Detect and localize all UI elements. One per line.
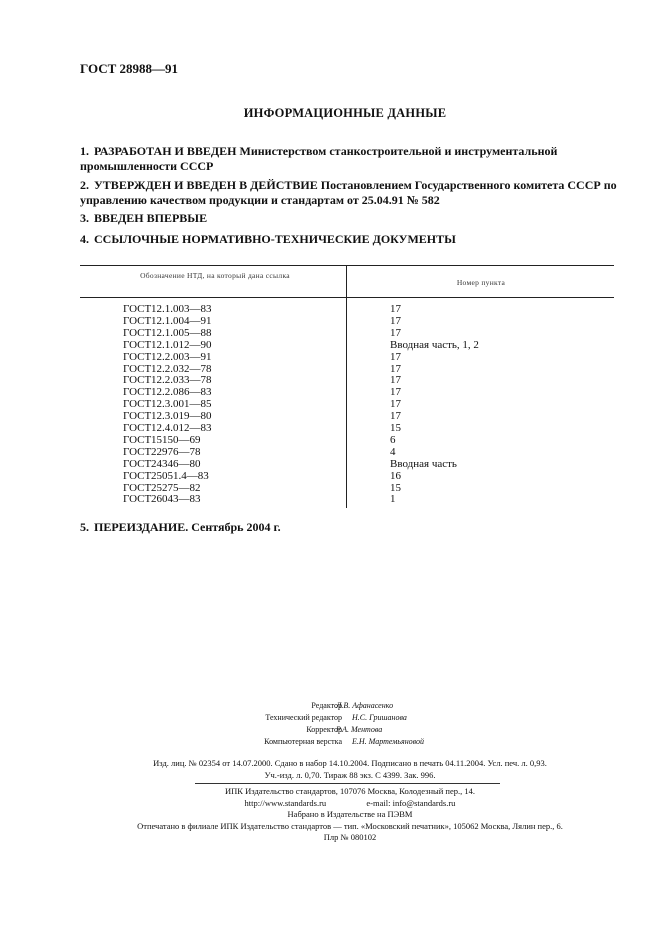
- designation-number: 12.1.012—90: [151, 338, 212, 351]
- designation-prefix: ГОСТ: [123, 398, 152, 411]
- designation-prefix: ГОСТ: [123, 410, 152, 423]
- table-row-clause: 17: [390, 374, 401, 387]
- info-item-5: [80, 520, 620, 535]
- table-row-designation: [123, 410, 212, 422]
- designation-number: 12.1.003—83: [151, 303, 212, 315]
- credit-name: Н.С. Гришанова: [352, 713, 407, 722]
- designation-prefix: ГОСТ: [123, 457, 152, 470]
- imprint-typeset: Набрано в Издательстве на ПЭВМ: [287, 809, 413, 819]
- table-row-designation: [123, 458, 201, 470]
- imprint-email[interactable]: e-mail: info@standards.ru: [366, 797, 456, 808]
- info-item-1: [80, 144, 620, 174]
- designation-number: 12.1.005—88: [151, 326, 212, 339]
- info-item-3: [80, 211, 620, 226]
- designation-number: 12.2.003—91: [151, 350, 212, 363]
- table-row-clause: 17: [390, 314, 401, 327]
- designation-prefix: ГОСТ: [123, 303, 152, 315]
- table-header-rule: [80, 297, 614, 298]
- table-row-clause: Вводная часть, 1, 2: [390, 338, 479, 351]
- item-number: 3.: [80, 211, 89, 225]
- imprint-contacts: [80, 798, 620, 810]
- table-row-clause: 4: [390, 445, 396, 458]
- designation-number: 25275—82: [151, 481, 201, 494]
- table-header-clause: Номер пункта: [456, 278, 506, 287]
- item-number: 1.: [80, 144, 89, 158]
- credit-role: Редактор: [311, 701, 342, 710]
- designation-prefix: ГОСТ: [123, 374, 152, 387]
- table-row-designation: [123, 493, 201, 505]
- document-code: ГОСТ 28988—91: [80, 61, 179, 76]
- designation-prefix: ГОСТ: [123, 493, 152, 506]
- credit-role: Корректор: [306, 725, 342, 734]
- info-item-2: [80, 178, 620, 208]
- designation-prefix: ГОСТ: [123, 445, 152, 458]
- designation-prefix: ГОСТ: [123, 433, 152, 446]
- designation-number: 12.3.001—85: [151, 398, 212, 411]
- table-row-designation: [123, 434, 201, 446]
- item-lead: РАЗРАБОТАН И ВВЕДЕН: [94, 144, 237, 158]
- table-row-clause: 15: [390, 422, 401, 434]
- designation-number: 26043—83: [151, 493, 201, 506]
- credit-role: Компьютерная верстка: [264, 737, 342, 746]
- designation-number: 12.4.012—83: [151, 422, 212, 434]
- imprint-divider: [195, 783, 500, 784]
- designation-number: 24346—80: [151, 457, 201, 470]
- credit-name: Л.В. Афанасенко: [336, 701, 394, 710]
- table-row-clause: 1: [390, 493, 396, 506]
- imprint-address: ИПК Издательство стандартов, 107076 Москва, Колодезный пер., 14.: [225, 786, 475, 796]
- designation-number: 25051.4—83: [151, 469, 209, 482]
- table-row-clause: 17: [390, 326, 401, 339]
- table-top-rule: [80, 265, 614, 266]
- table-row-designation: [123, 470, 209, 482]
- designation-prefix: ГОСТ: [123, 469, 152, 482]
- designation-number: 12.3.019—80: [151, 410, 212, 423]
- credits-names: [336, 700, 425, 748]
- print-info-line: Изд. лиц. № 02354 от 14.07.2000. Сдано в набор 14.10.2004. Подписано в печать 04.11.2004. Усл. печ. л. 0,93.: [153, 758, 547, 768]
- designation-number: 12.2.086—83: [151, 386, 212, 399]
- imprint-license: Плр № 080102: [323, 832, 377, 842]
- table-row-clause: 17: [390, 398, 401, 411]
- item-lead: УТВЕРЖДЕН И ВВЕДЕН В ДЕЙСТВИЕ: [94, 178, 318, 192]
- credits-roles: [0, 700, 342, 748]
- table-row-designation: [123, 398, 212, 410]
- designation-prefix: ГОСТ: [123, 350, 152, 363]
- table-row-designation: [123, 303, 212, 315]
- designation-prefix: ГОСТ: [123, 386, 152, 399]
- designation-number: 15150—69: [151, 433, 201, 446]
- print-info-line: Уч.-изд. л. 0,70. Тираж 88 экз. С 4399. Зак. 996.: [264, 770, 436, 780]
- item-number: 5.: [80, 520, 89, 534]
- table-row-designation: [123, 482, 201, 494]
- info-item-4: [80, 232, 620, 247]
- item-text: Постановлением Государственного комитета СССР по управлению качеством продукции и стандартам от 25.04.91 № 582: [80, 178, 617, 207]
- designation-number: 12.2.033—78: [151, 374, 212, 387]
- table-row-designation: [123, 386, 212, 398]
- designation-prefix: ГОСТ: [123, 314, 152, 327]
- table-row-designation: [123, 327, 212, 339]
- table-row-clause: 17: [390, 362, 401, 375]
- table-column-divider: [346, 265, 347, 508]
- designation-prefix: ГОСТ: [123, 326, 152, 339]
- imprint-printer: Отпечатано в филиале ИПК Издательство стандартов — тип. «Московский печатник», 105062 Москва, Лялин пер., 6.: [137, 820, 563, 831]
- table-row-clause: 17: [390, 350, 401, 363]
- table-row-designation: [123, 374, 212, 386]
- credit-role: Технический редактор: [265, 713, 342, 722]
- table-row-designation: [123, 315, 212, 327]
- credit-name: Р.А. Ментова: [336, 725, 383, 734]
- table-row-clause: 6: [390, 433, 396, 446]
- table-row-designation: [123, 339, 212, 351]
- table-row-designation: [123, 351, 212, 363]
- table-row-clause: 17: [390, 410, 401, 423]
- table-row-designation: [123, 446, 201, 458]
- item-number: 2.: [80, 178, 89, 192]
- designation-prefix: ГОСТ: [123, 481, 152, 494]
- table-row-clause: 17: [390, 386, 401, 399]
- print-info: [105, 757, 595, 781]
- item-text: Сентябрь 2004 г.: [188, 520, 281, 534]
- designation-prefix: ГОСТ: [123, 422, 152, 434]
- table-row-designation: [123, 422, 212, 434]
- table-row-clause: 16: [390, 469, 401, 482]
- credit-name: Е.Н. Мартемьяновой: [352, 737, 425, 746]
- table-row-designation: [123, 363, 212, 375]
- table-row-clause: Вводная часть: [390, 457, 457, 470]
- publisher-imprint: [80, 786, 620, 844]
- table-row-clause: 15: [390, 481, 401, 494]
- item-lead: ПЕРЕИЗДАНИЕ.: [94, 520, 189, 534]
- item-lead: ССЫЛОЧНЫЕ НОРМАТИВНО-ТЕХНИЧЕСКИЕ ДОКУМЕНТЫ: [94, 232, 456, 246]
- item-number: 4.: [80, 232, 89, 246]
- item-text: Министерством станкостроительной и инструментальной промышленности СССР: [80, 144, 558, 173]
- designation-prefix: ГОСТ: [123, 362, 152, 375]
- designation-prefix: ГОСТ: [123, 338, 152, 351]
- designation-number: 12.1.004—91: [151, 314, 212, 327]
- table-row-clause: 17: [390, 303, 401, 315]
- item-lead: ВВЕДЕН ВПЕРВЫЕ: [94, 211, 208, 225]
- section-title: ИНФОРМАЦИОННЫЕ ДАННЫЕ: [243, 106, 447, 120]
- table-header-designation: Обозначение НТД, на который дана ссылка: [140, 271, 290, 280]
- designation-number: 22976—78: [151, 445, 201, 458]
- designation-number: 12.2.032—78: [151, 362, 212, 375]
- imprint-url[interactable]: http://www.standards.ru: [244, 797, 327, 808]
